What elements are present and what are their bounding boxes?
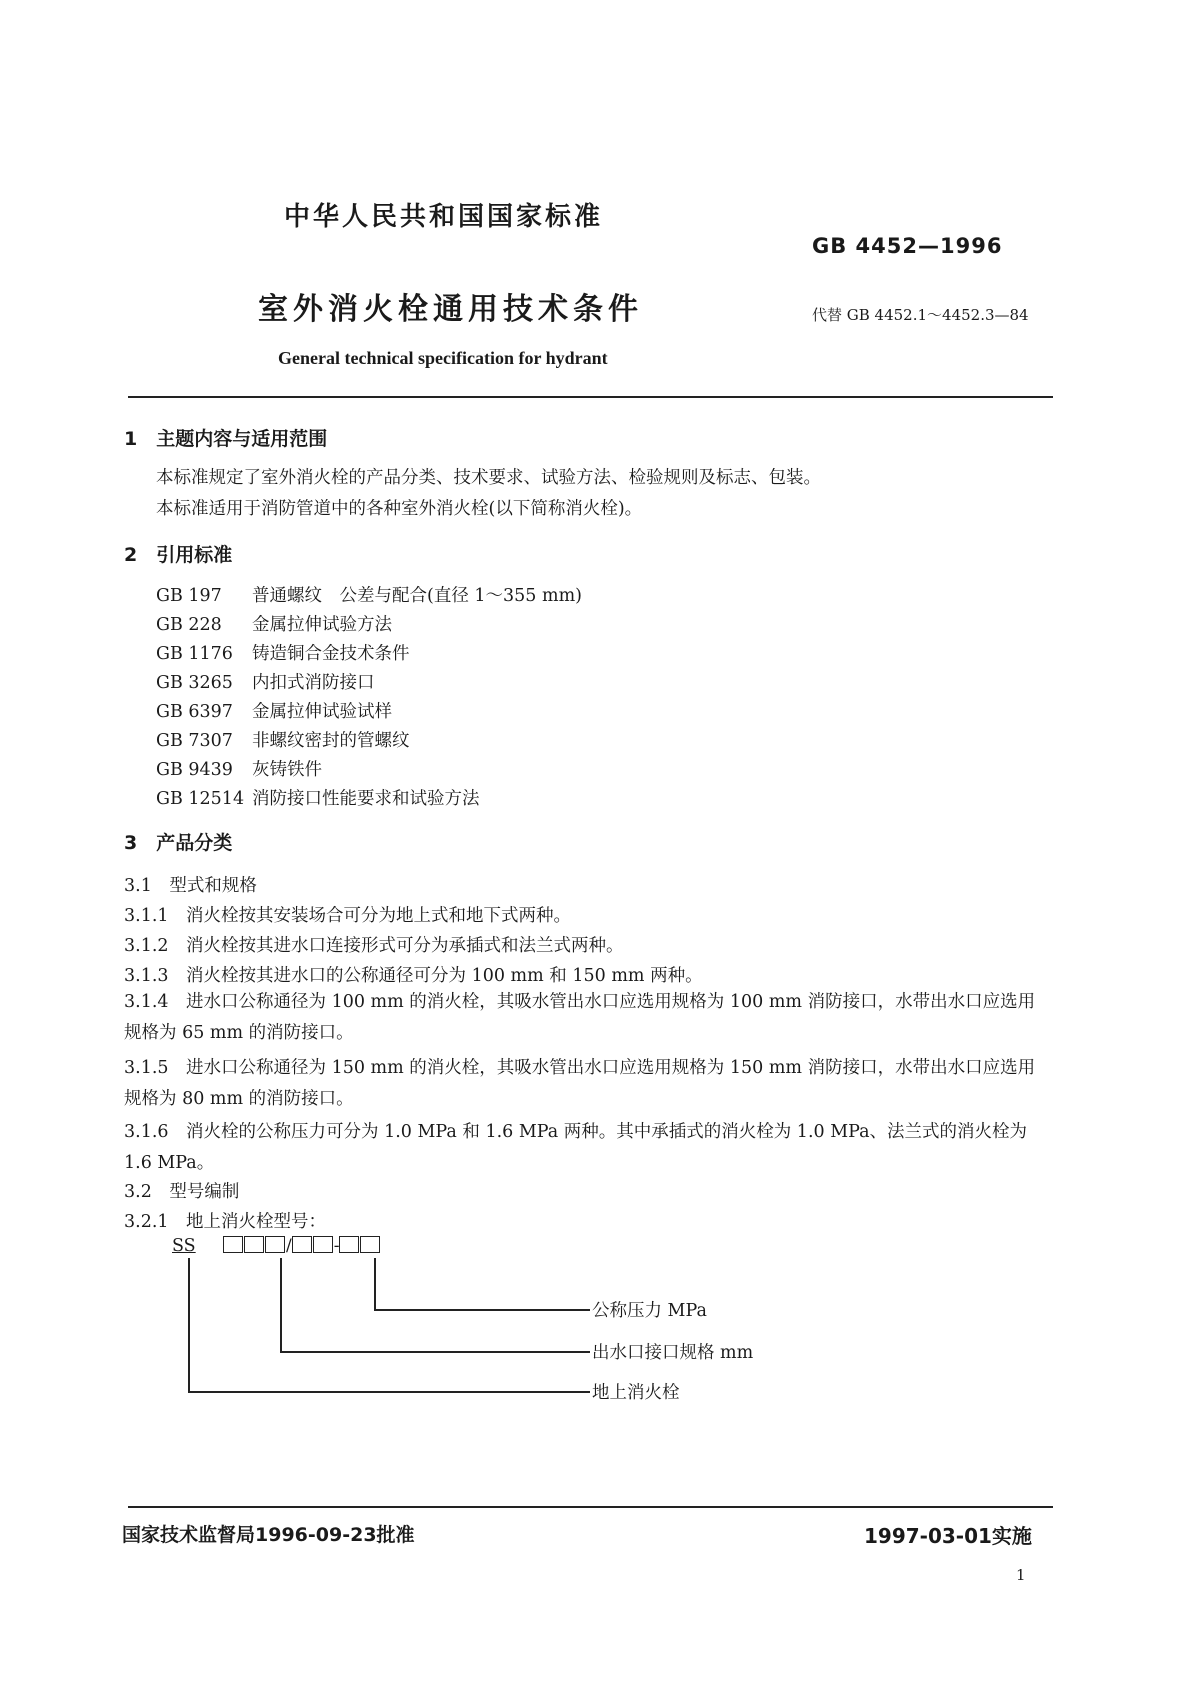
reference-code: GB 228 [156, 615, 222, 635]
reference-item [156, 582, 582, 607]
clause-3-1-4: 3.1.4 进水口公称通径为 100 mm 的消火栓，其吸水管出水口应选用规格为 100 mm 消防接口，水带出水口应选用规格为 65 mm 的消防接口。 [124, 992, 1036, 1043]
code-box [223, 1236, 243, 1253]
page-number: 1 [1016, 1566, 1026, 1584]
reference-code: GB 3265 [156, 673, 233, 693]
effective-date: 1997-03-01实施 [864, 1524, 1032, 1548]
section-1-heading: 1 主题内容与适用范围 [124, 428, 328, 450]
clause-3-1-6: 3.1.6 消火栓的公称压力可分为 1.0 MPa 和 1.6 MPa 两种。其中承插式的消火栓为 1.0 MPa、法兰式的消火栓为 1.6 MPa。 [124, 1122, 1028, 1173]
label-nominal-pressure: 公称压力 MPa [592, 1301, 707, 1321]
standard-number: GB 4452—1996 [812, 234, 1003, 258]
model-prefix: SS [172, 1236, 196, 1256]
reference-code: GB 6397 [156, 702, 233, 722]
pressure-leader-horizontal [374, 1309, 590, 1311]
model-dash: - [333, 1236, 340, 1256]
type-leader-vertical [188, 1258, 190, 1392]
section-3-heading: 3 产品分类 [124, 832, 233, 854]
code-box [360, 1236, 380, 1253]
english-title: General technical specification for hydrant [278, 348, 608, 368]
clause-3-1-1: 3.1.1 消火栓按其安装场合可分为地上式和地下式两种。 [124, 906, 572, 926]
reference-item [156, 640, 410, 665]
reference-title: 金属拉伸试验试样 [252, 702, 392, 722]
model-code-boxes [223, 1236, 381, 1256]
reference-title: 非螺纹密封的管螺纹 [252, 731, 410, 751]
reference-title: 金属拉伸试验方法 [252, 615, 392, 635]
outlet-leader-vertical [280, 1258, 282, 1352]
label-aboveground-hydrant: 地上消火栓 [592, 1383, 680, 1403]
reference-item [156, 669, 375, 694]
section-1-paragraph-2: 本标准适用于消防管道中的各种室外消火栓(以下简称消火栓)。 [156, 499, 643, 519]
code-box [313, 1236, 333, 1253]
reference-title: 灰铸铁件 [252, 760, 322, 780]
reference-item [156, 698, 392, 723]
reference-title: 消防接口性能要求和试验方法 [252, 789, 480, 809]
code-box [339, 1236, 359, 1253]
section-2-heading: 2 引用标准 [124, 544, 233, 566]
reference-title: 内扣式消防接口 [252, 673, 375, 693]
clause-3-1-2: 3.1.2 消火栓按其进水口连接形式可分为承插式和法兰式两种。 [124, 936, 624, 956]
code-box [244, 1236, 264, 1253]
reference-item [156, 727, 410, 752]
replaces-note: 代替 GB 4452.1～4452.3—84 [812, 306, 1029, 324]
reference-title: 普通螺纹 公差与配合(直径 1～355 mm) [252, 586, 583, 606]
clause-3-2: 3.2 型号编制 [124, 1182, 240, 1202]
reference-code: GB 12514 [156, 789, 245, 809]
national-standard-heading: 中华人民共和国国家标准 [284, 202, 604, 232]
reference-code: GB 9439 [156, 760, 233, 780]
reference-item [156, 785, 480, 810]
document-title: 室外消火栓通用技术条件 [258, 292, 643, 327]
pressure-leader-vertical [374, 1258, 376, 1310]
clause-3-1-5: 3.1.5 进水口公称通径为 150 mm 的消火栓，其吸水管出水口应选用规格为 150 mm 消防接口，水带出水口应选用规格为 80 mm 的消防接口。 [124, 1058, 1036, 1109]
clause-3-1: 3.1 型式和规格 [124, 876, 257, 896]
reference-code: GB 197 [156, 586, 222, 606]
label-outlet-spec: 出水口接口规格 mm [592, 1343, 754, 1363]
reference-item [156, 611, 392, 636]
reference-title: 铸造铜合金技术条件 [252, 644, 410, 664]
section-1-paragraph-1: 本标准规定了室外消火栓的产品分类、技术要求、试验方法、检验规则及标志、包装。 [156, 468, 821, 488]
clause-3-2-1: 3.2.1 地上消火栓型号： [124, 1212, 327, 1232]
outlet-leader-horizontal [280, 1351, 590, 1353]
type-leader-horizontal [188, 1391, 590, 1393]
clause-3-1-3: 3.1.3 消火栓按其进水口的公称通径可分为 100 mm 和 150 mm 两种。 [124, 966, 703, 986]
header-divider [128, 396, 1053, 398]
code-box [265, 1236, 285, 1253]
code-box [292, 1236, 312, 1253]
reference-item [156, 756, 322, 781]
approval-note: 国家技术监督局1996-09-23批准 [122, 1524, 415, 1546]
footer-divider [128, 1506, 1053, 1508]
reference-code: GB 1176 [156, 644, 233, 664]
model-slash: / [286, 1236, 292, 1256]
reference-code: GB 7307 [156, 731, 233, 751]
